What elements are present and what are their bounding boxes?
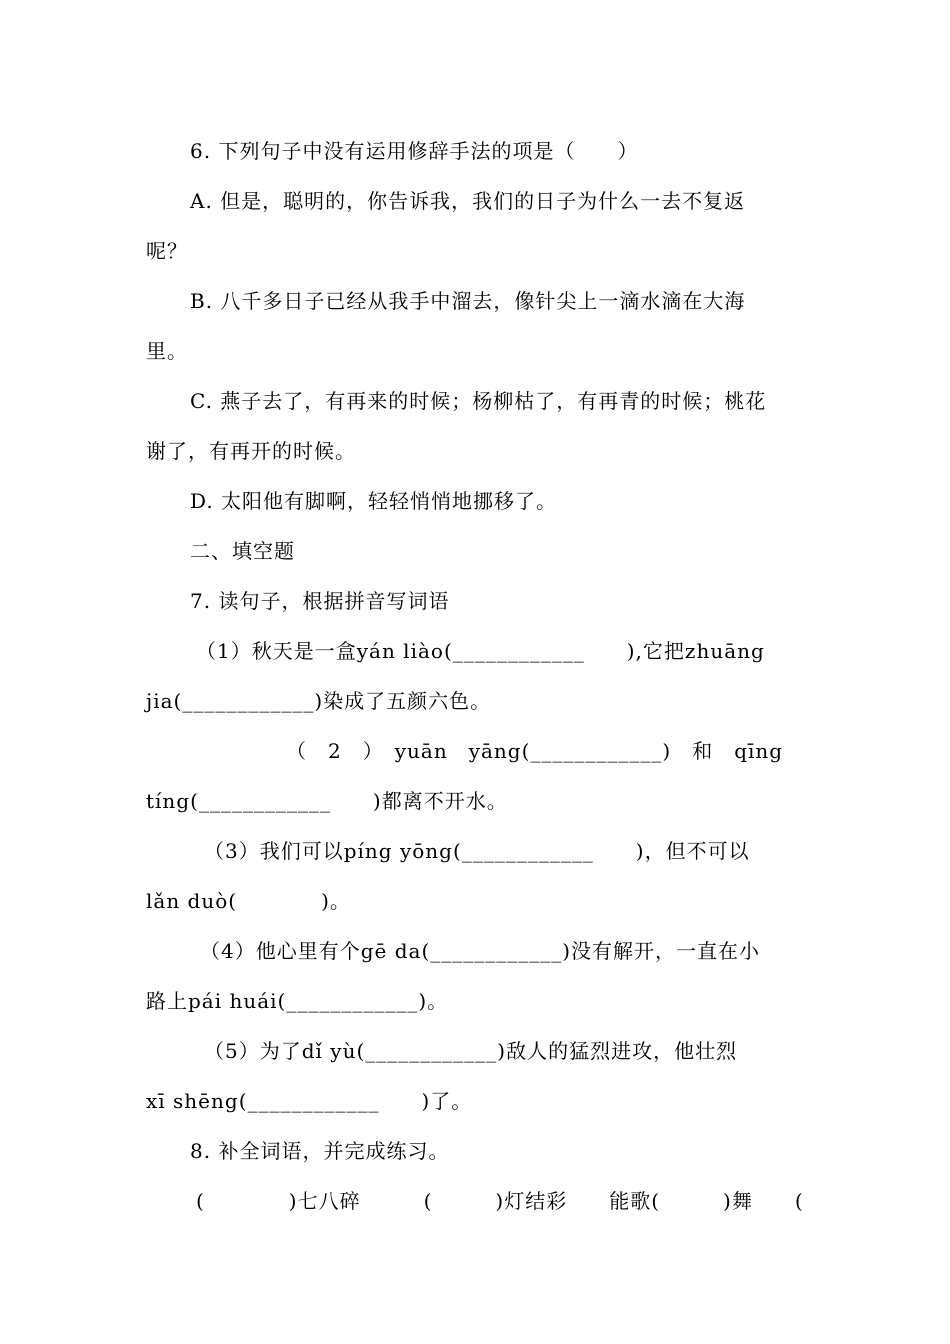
q6-option-b-line2: 里。 xyxy=(146,339,188,363)
q7-item1-line1: （1）秋天是一盒yán liào(____________ ),它把zhuāng xyxy=(196,639,765,663)
q8-stem: 8. 补全词语，并完成练习。 xyxy=(190,1139,450,1163)
q6-stem: 6. 下列句子中没有运用修辞手法的项是（ ） xyxy=(190,139,639,163)
q7-item4-line1: （4）他心里有个gē da(____________)没有解开，一直在小 xyxy=(200,939,761,963)
q6-option-a-line1: A. 但是，聪明的，你告诉我，我们的日子为什么一去不复返 xyxy=(190,189,746,213)
section-title-fill-in: 二、填空题 xyxy=(190,539,295,563)
q6-option-b-line1: B. 八千多日子已经从我手中溜去，像针尖上一滴水滴在大海 xyxy=(190,289,746,313)
q6-option-d: D. 太阳他有脚啊，轻轻悄悄地挪移了。 xyxy=(190,489,558,513)
q7-item5-line2: xī shēng(____________ )了。 xyxy=(146,1089,473,1113)
q6-option-c-line2: 谢了，有再开的时候。 xyxy=(146,439,356,463)
q8-blanks-line: ( )七八碎 ( )灯结彩 能歌( )舞 ( xyxy=(196,1189,804,1213)
q6-option-a-line2: 呢？ xyxy=(146,239,188,263)
q7-item3-line1: （3）我们可以píng yōng(____________ )，但不可以 xyxy=(204,839,750,863)
q7-item3-line2: lǎn duò( )。 xyxy=(146,889,351,913)
q7-item1-line2: jia(____________)染成了五颜六色。 xyxy=(146,689,492,713)
q6-option-c-line1: C. 燕子去了，有再来的时候；杨柳枯了，有再青的时候；桃花 xyxy=(190,389,767,413)
q7-item2-line2: tíng(____________ )都离不开水。 xyxy=(146,789,508,813)
q7-item5-line1: （5）为了dǐ yù(____________)敌人的猛烈进攻，他壮烈 xyxy=(204,1039,738,1063)
q7-item4-line2: 路上pái huái(____________)。 xyxy=(146,989,449,1013)
q7-item2-line1: （ 2 ） yuān yāng(____________) 和 qīng xyxy=(286,739,784,763)
q7-stem: 7. 读句子，根据拼音写词语 xyxy=(190,589,450,613)
